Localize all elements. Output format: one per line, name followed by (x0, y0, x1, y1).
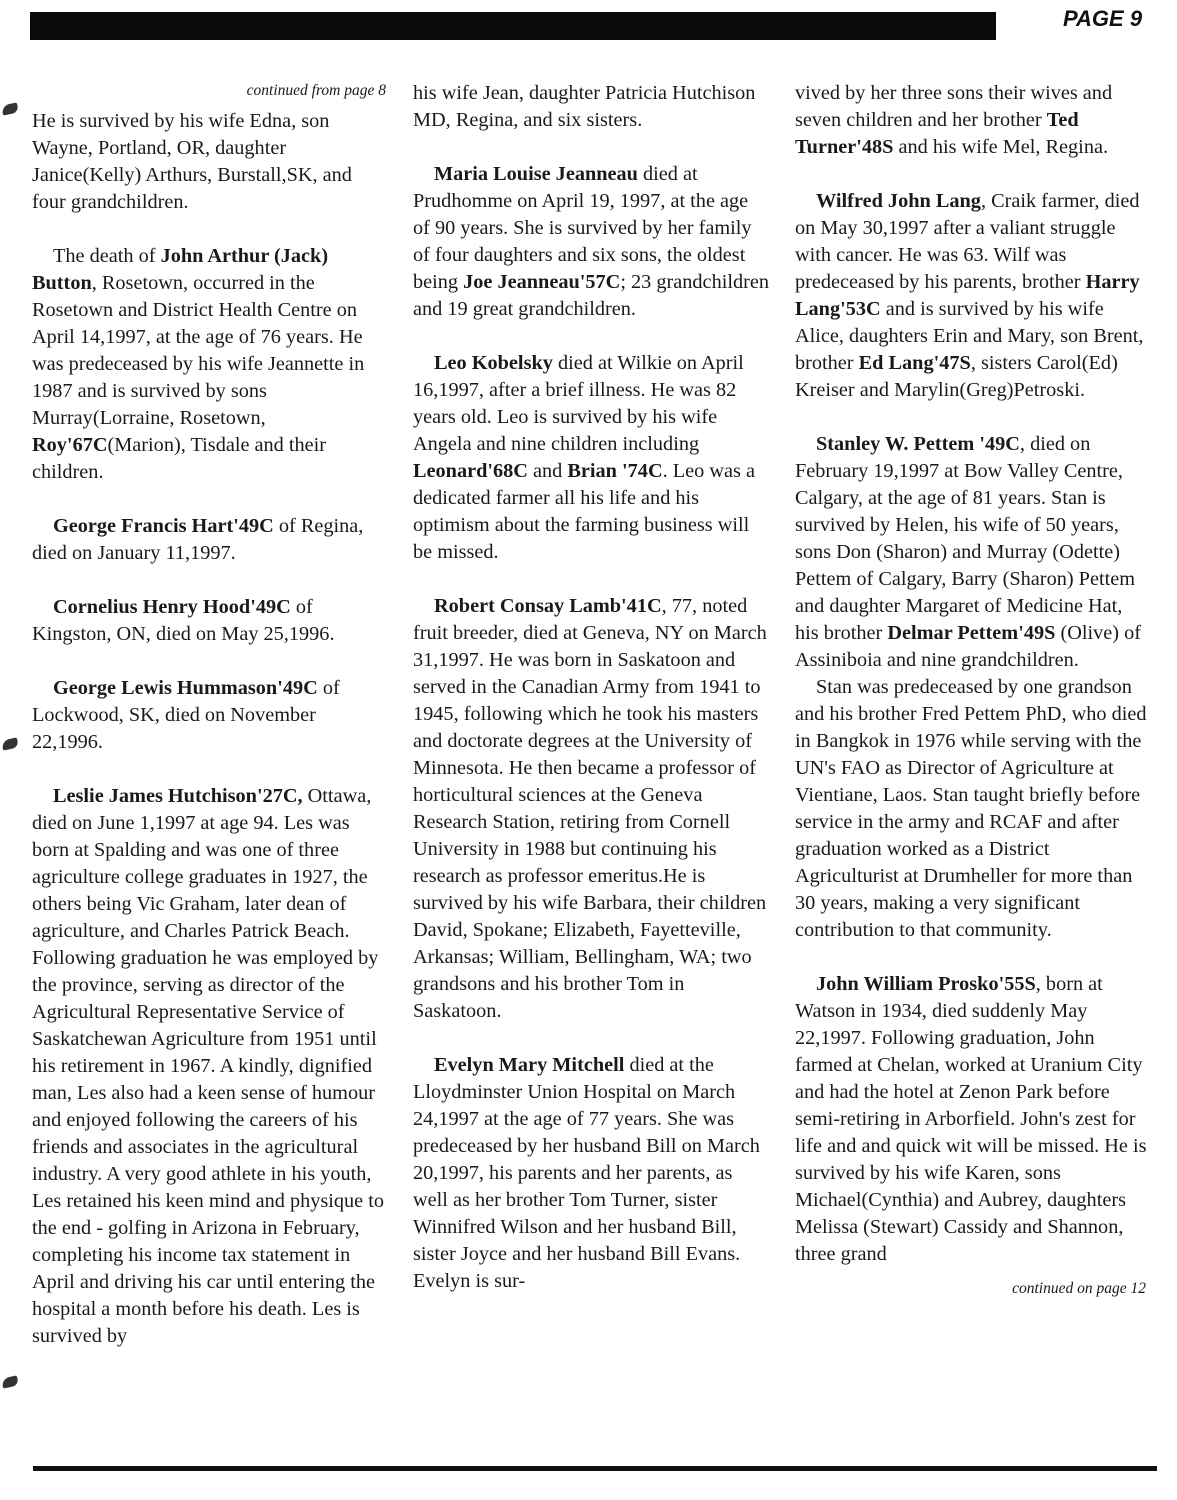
obituary-jeanneau: Maria Louise Jeanneau died at Prudhomme on April 19, 1997, at the age of 90 years. She is survived by her family of four daughters and six sons, the oldest being Joe Jeanneau'57C; 23 grandchildren and 19 great grandchildren. (413, 163, 770, 320)
obituary-button: The death of John Arthur (Jack) Button, Rosetown, occurred in the Rosetown and District Health Centre on April 14,1997, at the age of 76 years. He was predeceased by his wife Jeannette in 1987 and is survived by sons Murray(Lorraine, Rosetown, Roy'67C(Marion), Tisdale and their children. (32, 245, 365, 483)
footer-rule (33, 1466, 1157, 1471)
punch-mark-bottom (1, 1375, 19, 1388)
obituary-hutchison-continued: his wife Jean, daughter Patricia Hutchison MD, Regina, and six sisters. (413, 82, 756, 131)
page-number: PAGE 9 (1063, 6, 1143, 31)
column-2 (413, 80, 769, 1295)
punch-mark-top (1, 102, 19, 115)
obituary-continuation: He is survived by his wife Edna, son Wayne, Portland, OR, daughter Janice(Kelly) Arthurs, Burstall,SK, and four grandchildren. (32, 110, 352, 213)
obituary-mitchell-continued: vived by her three sons their wives and seven children and her brother Ted Turner'48S and his wife Mel, Regina. (795, 82, 1113, 158)
obituary-lamb: Robert Consay Lamb'41C, 77, noted fruit breeder, died at Geneva, NY on March 31,1997. He was born in Saskatoon and served in the Canadian Army from 1941 to 1945, following which he took his masters and doctorate degrees at the University of Minnesota. He then became a professor of horticultural sciences at the Geneva Research Station, retiring from Cornell University in 1988 but continuing his research as professor emeritus.He is survived by his wife Barbara, their children David, Spokane; Elizabeth, Fayetteville, Arkansas; William, Bellingham, WA; two grandsons and his brother Tom in Saskatoon. (413, 595, 767, 1022)
column-3 (795, 80, 1151, 1300)
obituary-lang: Wilfred John Lang, Craik farmer, died on May 30,1997 after a valiant struggle with cancer. He was 63. Wilf was predeceased by his parents, brother Harry Lang'53C and is survived by his wife Alice, daughters Erin and Mary, son Brent, brother Ed Lang'47S, sisters Carol(Ed) Kreiser and Marylin(Greg)Petroski. (795, 190, 1144, 401)
continued-from-note: continued from page 8 (246, 82, 386, 99)
obituary-hood: Cornelius Henry Hood'49C of Kingston, ON, died on May 25,1996. (32, 596, 335, 645)
continued-on-note: continued on page 12 (1012, 1280, 1146, 1297)
punch-mark-middle (1, 737, 19, 750)
column-1 (32, 80, 388, 1350)
obituary-pettem-continued: Stan was predeceased by one grandson and his brother Fred Pettem PhD, who died in Bangkok in 1976 while serving with the UN's FAO as Director of Agriculture at Vientiane, Laos. Stan taught briefly before service in the army and RCAF and after graduation worked as a District Agriculturist at Drumheller for more than 30 years, making a very significant contribution to that community. (795, 676, 1147, 941)
obituary-hart: George Francis Hart'49C of Regina, died on January 11,1997. (32, 515, 364, 564)
obituary-hummason: George Lewis Hummason'49C of Lockwood, SK, died on November 22,1996. (32, 677, 340, 753)
obituary-pettem: Stanley W. Pettem '49C, died on February 19,1997 at Bow Valley Centre, Calgary, at the age of 81 years. Stan is survived by Helen, his wife of 50 years, sons Don (Sharon) and Murray (Odette) Pettem of Calgary, Barry (Sharon) Pettem and daughter Margaret of Medicine Hat, his brother Delmar Pettem'49S (Olive) of Assiniboia and nine grandchildren. (795, 433, 1141, 671)
obituary-kobelsky: Leo Kobelsky died at Wilkie on April 16,1997, after a brief illness. He was 82 years old. Leo is survived by his wife Angela and nine children including Leonard'68C and Brian '74C. Leo was a dedicated farmer all his life and his optimism about the farming business will be missed. (413, 352, 755, 563)
obituary-prosko: John William Prosko'55S, born at Watson in 1934, died suddenly May 22,1997. Following graduation, John farmed at Chelan, worked at Uranium City and had the hotel at Zenon Park before semi-retiring in Arborfield. John's zest for life and and quick wit will be missed. He is survived by his wife Karen, sons Michael(Cynthia) and Aubrey, daughters Melissa (Stewart) Cassidy and Shannon, three grand (795, 973, 1147, 1265)
obituary-hutchison: Leslie James Hutchison'27C, Ottawa, died on June 1,1997 at age 94. Les was born at Spalding and was one of three agriculture college graduates in 1927, the others being Vic Graham, later dean of agriculture, and Charles Patrick Beach. Following graduation he was employed by the province, serving as director of the Agricultural Representative Service of Saskatchewan Agriculture from 1951 until his retirement in 1967. A kindly, dignified man, Les also had a keen sense of humour and enjoyed following the careers of his friends and associates in the agricultural industry. A very good athlete in his youth, Les retained his keen mind and physique to the end - golfing in Arizona in February, completing his income tax statement in April and driving his car until entering the hospital a month before his death. Les is survived by (32, 785, 385, 1347)
obituary-mitchell: Evelyn Mary Mitchell died at the Lloydminster Union Hospital on March 24,1997 at the age of 77 years. She was predeceased by her husband Bill on March 20,1997, his parents and her parents, as well as her brother Tom Turner, sister Winnifred Wilson and her husband Bill, sister Joyce and her husband Bill Evans. Evelyn is sur- (413, 1054, 760, 1292)
header-bar (30, 12, 996, 40)
